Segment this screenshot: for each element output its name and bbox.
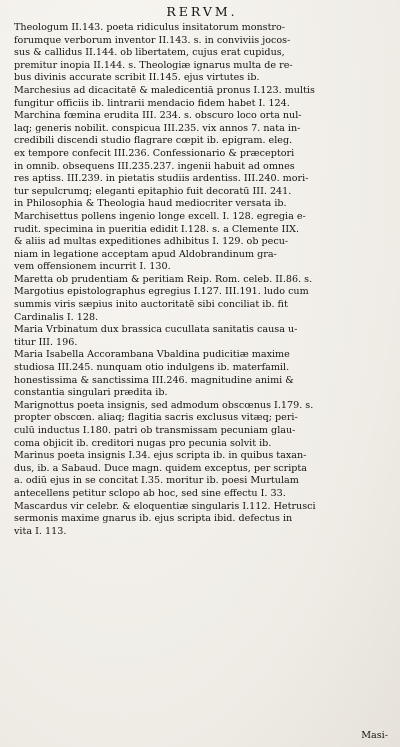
entry-line: vem offensionem incurrit I. 130.	[14, 261, 171, 273]
entry-line: tur sepulcrumq; eleganti epitaphio fuit decoratū III. 241.	[14, 185, 292, 197]
index-entries	[14, 22, 390, 538]
entry-line: bus divinis accurate scribit II.145. ejus virtutes ib.	[14, 72, 260, 84]
entry-line: vita I. 113.	[14, 525, 67, 537]
index-entry	[14, 400, 390, 450]
entry-line: dus, ib. a Sabaud. Duce magn. quidem exceptus, per scripta	[14, 462, 308, 474]
entry-line: Marchisettus pollens ingenio longe excell. I. 128. egregia e-	[14, 210, 306, 222]
entry-line: Maretta ob prudentiam & peritiam Reip. Rom. celeb. II.86. s.	[14, 273, 313, 285]
entry-line: Margotius epistolographus egregius I.127. III.191. ludo cum	[14, 286, 309, 298]
index-entry	[14, 501, 390, 539]
index-entry	[14, 324, 390, 349]
index-entry	[14, 286, 390, 324]
index-entry	[14, 211, 390, 274]
index-entry	[14, 274, 390, 287]
entry-line: Marchesius ad dicacitatē & maledicentiā pronus I.123. multis	[14, 84, 315, 96]
entry-line: laq; generis nobilit. conspicua III.235. vix annos 7. nata in-	[14, 122, 301, 134]
entry-line: coma objicit ib. creditori nugas pro pecunia solvit ib.	[14, 437, 272, 449]
entry-line: premitur inopia II.144. s. Theologiæ ignarus multa de re-	[14, 59, 293, 71]
entry-line: sermonis maxime gnarus ib. ejus scripta ibid. defectus in	[14, 513, 293, 525]
entry-line: Marinus poeta insignis I.34. ejus scripta ib. in quibus taxan-	[14, 450, 307, 462]
entry-line: forumque verborum inventor II.143. s. in conviviis jocos-	[14, 34, 291, 46]
entry-line: culū inductus I.180. patri ob transmissam pecuniam glau-	[14, 425, 296, 436]
entry-line: in omnib. obsequens III.235.237. ingenii habuit ad omnes	[14, 160, 295, 172]
entry-line: Marignottus poeta insignis, sed admodum obscœnus I.179. s.	[14, 399, 314, 411]
entry-line: res aptiss. III.239. in pietatis studiis ardentiss. III.240. mori-	[14, 173, 309, 185]
index-entry	[14, 110, 390, 211]
entry-line: titur III. 196.	[14, 336, 78, 348]
index-entry	[14, 22, 390, 85]
entry-line: credibili discendi studio flagrare cœpit ib. epigram. eleg.	[14, 135, 293, 147]
entry-line: Maria Vrbinatum dux brassica cucullata sanitatis causa u-	[14, 324, 298, 336]
entry-line: ex tempore confecit III.236. Confessionario & præceptori	[14, 147, 295, 159]
entry-line: studiosa III.245. nunquam otio indulgens ib. materfamil.	[14, 362, 290, 374]
catchword: Masi-	[361, 730, 388, 741]
entry-line: Marchina fœmina erudita III. 234. s. obscuro loco orta nul-	[14, 110, 302, 122]
entry-line: rudit. specimina in pueritia edidit I.128. s. a Clemente IIX.	[14, 223, 299, 235]
entry-line: Cardinalis I. 128.	[14, 311, 99, 323]
entry-line: Maria Isabella Accorambana Vbaldina pudicitiæ maxime	[14, 349, 290, 361]
entry-line: niam in legatione acceptam apud Aldobrandinum gra-	[14, 248, 277, 260]
running-head: RERVM.	[166, 4, 238, 19]
entry-line: honestissima & sanctissima III.246. magnitudine animi &	[14, 374, 294, 386]
index-entry	[14, 349, 390, 399]
entry-line: propter obscœn. aliaq; flagitia sacris exclusus vitæq; peri-	[14, 412, 298, 424]
entry-line: Mascardus vir celebr. & eloquentiæ singularis I.112. Hetrusci	[14, 500, 316, 512]
index-entry	[14, 450, 390, 500]
entry-line: in Philosophia & Theologia haud mediocriter versata ib.	[14, 198, 287, 210]
index-entry	[14, 85, 390, 110]
entry-line: summis viris sæpius inito auctoritatē sibi conciliat ib. fit	[14, 299, 288, 311]
entry-line: sus & callidus II.144. ob libertatem, cujus erat cupidus,	[14, 47, 285, 59]
entry-line: constantia singulari prædita ib.	[14, 387, 168, 399]
entry-line: fungitur officiis ib. lintrarii mendacio fidem habet I. 124.	[14, 97, 290, 109]
entry-line: a. odiū ejus in se concitat I.35. moritur ib. poesi Murtulam	[14, 475, 299, 487]
entry-line: & aliis ad multas expeditiones adhibitus I. 129. ob pecu-	[14, 236, 289, 248]
entry-line: Theologum II.143. poeta ridiculus insitatorum monstro-	[14, 22, 286, 33]
entry-line: antecellens petitur sclopo ab hoc, sed sine effectu I. 33.	[14, 487, 286, 499]
